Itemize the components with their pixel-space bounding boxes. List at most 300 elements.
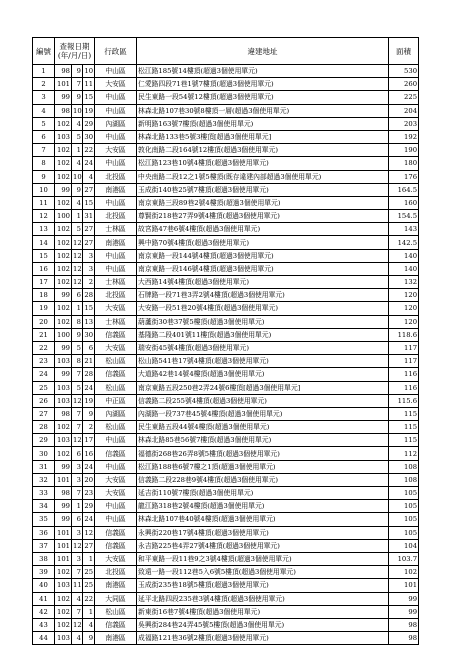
table-row (33, 579, 419, 592)
row-number-cell: 40 (33, 579, 55, 592)
district-cell: 大安區 (95, 487, 137, 500)
district-cell: 信義區 (95, 447, 137, 460)
report-day-cell: 19 (83, 104, 95, 117)
district-cell: 大同區 (95, 592, 137, 605)
address-cell: 中央南路二段12之1號5樓頂(既存違建內部超過3個使用單元) (137, 170, 389, 183)
table-row (33, 104, 419, 117)
row-number-cell: 6 (33, 130, 55, 143)
address-cell: 林森北路85巷56號7樓頂(超過3個使用單元) (137, 434, 389, 447)
row-number-cell: 13 (33, 223, 55, 236)
row-number-cell: 41 (33, 592, 55, 605)
report-day-cell: 30 (83, 328, 95, 341)
district-cell: 北投區 (95, 210, 137, 223)
area-cell: 142.5 (389, 236, 419, 249)
area-cell: 102 (389, 566, 419, 579)
address-cell: 民生東路五段44號4樓頂(超過3個使用單元) (137, 421, 389, 434)
table-row (33, 249, 419, 262)
table-row (33, 500, 419, 513)
report-day-cell: 17 (83, 434, 95, 447)
row-number-cell: 43 (33, 618, 55, 631)
report-year-cell: 99 (55, 368, 72, 381)
address-cell: 新東街16巷7號4樓頂(超過3個使用單元) (137, 605, 389, 618)
area-cell: 118.6 (389, 328, 419, 341)
report-month-cell: 5 (72, 223, 83, 236)
table-header (33, 38, 419, 65)
row-number-cell: 44 (33, 632, 55, 645)
district-cell: 南港區 (95, 236, 137, 249)
table-row (33, 394, 419, 407)
report-year-cell: 98 (55, 407, 72, 420)
row-number-cell: 27 (33, 407, 55, 420)
report-day-cell: 3 (83, 249, 95, 262)
table-row (33, 421, 419, 434)
report-day-cell: 27 (83, 539, 95, 552)
area-cell: 99 (389, 605, 419, 618)
row-number-cell: 21 (33, 328, 55, 341)
report-year-cell: 102 (55, 144, 72, 157)
district-cell: 松山區 (95, 381, 137, 394)
row-number-cell: 10 (33, 183, 55, 196)
report-year-cell: 99 (55, 500, 72, 513)
report-year-cell: 102 (55, 249, 72, 262)
report-month-cell: 8 (72, 315, 83, 328)
table-row (33, 170, 419, 183)
area-cell: 98 (389, 618, 419, 631)
table-row (33, 513, 419, 526)
row-number-cell: 29 (33, 434, 55, 447)
row-number-cell: 4 (33, 104, 55, 117)
header-area: 面積 (389, 38, 419, 65)
district-cell: 中山區 (95, 500, 137, 513)
report-day-cell: 2 (83, 276, 95, 289)
area-cell: 108 (389, 460, 419, 473)
report-month-cell: 12 (72, 618, 83, 631)
area-cell: 140 (389, 262, 419, 275)
report-day-cell: 27 (83, 236, 95, 249)
report-day-cell: 20 (83, 473, 95, 486)
area-cell: 112 (389, 447, 419, 460)
district-cell: 信義區 (95, 368, 137, 381)
address-cell: 南京東路一段146號4樓頂(超過3個使用單元) (137, 262, 389, 275)
report-month-cell: 7 (72, 421, 83, 434)
table-row (33, 315, 419, 328)
report-day-cell: 27 (83, 223, 95, 236)
area-cell: 140 (389, 249, 419, 262)
report-month-cell: 4 (72, 632, 83, 645)
row-number-cell: 28 (33, 421, 55, 434)
address-cell: 大道路42巷14號4樓頂(超過3個使用單元) (137, 368, 389, 381)
report-day-cell: 1 (83, 552, 95, 565)
report-year-cell: 98 (55, 487, 72, 500)
report-year-cell: 102 (55, 223, 72, 236)
table-row (33, 473, 419, 486)
address-cell: 永吉路225巷4弄27號4樓頂(超過3個使用單元) (137, 539, 389, 552)
table-row (33, 539, 419, 552)
address-cell: 林森北路107巷30號8樓頂一層(超過3個使用單元) (137, 104, 389, 117)
area-cell: 104 (389, 539, 419, 552)
district-cell: 中山區 (95, 196, 137, 209)
district-cell: 大安區 (95, 78, 137, 91)
report-month-cell: 7 (72, 368, 83, 381)
district-cell: 大安區 (95, 552, 137, 565)
area-cell: 98 (389, 632, 419, 645)
table-row (33, 183, 419, 196)
row-number-cell: 26 (33, 394, 55, 407)
address-cell: 故宮路47巷6號4樓頂(超過3個使用單元) (137, 223, 389, 236)
address-cell: 南京東路五段250巷2弄24號6樓頂[超過3個使用單元] (137, 381, 389, 394)
district-cell: 士林區 (95, 223, 137, 236)
table-row (33, 381, 419, 394)
report-year-cell: 103 (55, 434, 72, 447)
row-number-cell: 7 (33, 144, 55, 157)
address-cell: 松江路123巷10號4樓頂(超過3個使用單元) (137, 157, 389, 170)
table-row (33, 407, 419, 420)
table-row (33, 302, 419, 315)
area-cell: 105 (389, 500, 419, 513)
table-row (33, 632, 419, 645)
header-address: 違建地址 (137, 38, 389, 65)
report-day-cell: 25 (83, 579, 95, 592)
report-day-cell: 23 (83, 487, 95, 500)
area-cell: 176 (389, 170, 419, 183)
report-day-cell: 29 (83, 117, 95, 130)
report-month-cell: 7 (72, 566, 83, 579)
report-year-cell: 103 (55, 394, 72, 407)
row-number-cell: 8 (33, 157, 55, 170)
report-day-cell: 2 (83, 421, 95, 434)
address-cell: 民生東路一段54號12樓頂(超過3個使用單元) (137, 91, 389, 104)
report-day-cell: 31 (83, 210, 95, 223)
address-cell: 仁愛路四段71巷1號7樓頂(超過3個使用單元) (137, 78, 389, 91)
district-cell: 中正區 (95, 394, 137, 407)
district-cell: 中山區 (95, 91, 137, 104)
address-cell: 永興街220巷17號4樓頂(超過3個使用單元) (137, 526, 389, 539)
report-day-cell: 22 (83, 144, 95, 157)
district-cell: 中山區 (95, 130, 137, 143)
district-cell: 內湖區 (95, 407, 137, 420)
district-cell: 北投區 (95, 566, 137, 579)
report-month-cell: 3 (72, 460, 83, 473)
report-day-cell: 13 (83, 315, 95, 328)
row-number-cell: 17 (33, 276, 55, 289)
report-day-cell: 11 (83, 78, 95, 91)
report-month-cell: 3 (72, 473, 83, 486)
district-cell: 松山區 (95, 605, 137, 618)
district-cell: 信義區 (95, 539, 137, 552)
area-cell: 101 (389, 579, 419, 592)
report-year-cell: 99 (55, 341, 72, 354)
area-cell: 203 (389, 117, 419, 130)
table-row (33, 144, 419, 157)
address-cell: 內湖路一段737巷45號4樓頂(超過3個使用單元) (137, 407, 389, 420)
address-cell: 玉成街235巷18號5樓頂(超過3個使用單元) (137, 579, 389, 592)
report-month-cell: 12 (72, 236, 83, 249)
report-day-cell: 24 (83, 157, 95, 170)
report-month-cell: 9 (72, 65, 83, 78)
report-year-cell: 102 (55, 196, 72, 209)
district-cell: 中山區 (95, 157, 137, 170)
address-cell: 松江路188巷6號7樓之1頂(超過3個使用單元) (137, 460, 389, 473)
report-day-cell: 6 (83, 341, 95, 354)
report-year-cell: 101 (55, 552, 72, 565)
area-cell: 115 (389, 434, 419, 447)
area-cell: 204 (389, 104, 419, 117)
address-cell: 瑞安街45號4樓頂(超過3個使用單元) (137, 341, 389, 354)
area-cell: 117 (389, 341, 419, 354)
report-year-cell: 102 (55, 236, 72, 249)
report-month-cell: 4 (72, 117, 83, 130)
report-day-cell: 4 (83, 170, 95, 183)
area-cell: 190 (389, 144, 419, 157)
table-row (33, 262, 419, 275)
area-cell: 115 (389, 407, 419, 420)
district-cell: 信義區 (95, 328, 137, 341)
report-month-cell: 1 (72, 302, 83, 315)
report-day-cell: 22 (83, 592, 95, 605)
report-day-cell: 9 (83, 407, 95, 420)
report-year-cell: 103 (55, 579, 72, 592)
report-month-cell: 10 (72, 170, 83, 183)
district-cell: 中山區 (95, 460, 137, 473)
district-cell: 大安區 (95, 302, 137, 315)
address-cell: 吳興街284巷24弄45號5樓頂(超過3個使用單元) (137, 618, 389, 631)
district-cell: 中山區 (95, 513, 137, 526)
report-year-cell: 98 (55, 65, 72, 78)
area-cell: 105 (389, 513, 419, 526)
row-number-cell: 34 (33, 500, 55, 513)
address-cell: 葫蘆街30巷37號5樓頂(超過3個使用單元) (137, 315, 389, 328)
area-cell: 530 (389, 65, 419, 78)
table-row (33, 447, 419, 460)
district-cell: 大安區 (95, 473, 137, 486)
report-day-cell: 30 (83, 130, 95, 143)
table-row (33, 592, 419, 605)
area-cell: 103.7 (389, 552, 419, 565)
report-year-cell: 99 (55, 513, 72, 526)
area-cell: 117 (389, 355, 419, 368)
area-cell: 120 (389, 289, 419, 302)
address-cell: 信義路二段255號4樓頂(超過3個使用單元) (137, 394, 389, 407)
district-cell: 士林區 (95, 276, 137, 289)
row-number-cell: 38 (33, 552, 55, 565)
report-day-cell: 15 (83, 91, 95, 104)
report-year-cell: 102 (55, 315, 72, 328)
district-cell: 信義區 (95, 618, 137, 631)
table-row (33, 157, 419, 170)
table-row (33, 341, 419, 354)
report-year-cell: 99 (55, 183, 72, 196)
report-month-cell: 5 (72, 130, 83, 143)
report-month-cell: 6 (72, 289, 83, 302)
table-row (33, 526, 419, 539)
report-day-cell: 24 (83, 381, 95, 394)
area-cell: 99 (389, 592, 419, 605)
row-number-cell: 33 (33, 487, 55, 500)
table-row (33, 434, 419, 447)
table-row (33, 91, 419, 104)
district-cell: 松山區 (95, 421, 137, 434)
address-cell: 福德街268巷26弄8號5樓頂(超過3個使用單元) (137, 447, 389, 460)
report-day-cell: 29 (83, 500, 95, 513)
area-cell: 180 (389, 157, 419, 170)
row-number-cell: 18 (33, 289, 55, 302)
district-cell: 士林區 (95, 315, 137, 328)
address-cell: 玉成街140巷25號7樓頂(超過3個使用單元) (137, 183, 389, 196)
district-cell: 中山區 (95, 434, 137, 447)
report-year-cell: 102 (55, 421, 72, 434)
table-row (33, 276, 419, 289)
row-number-cell: 14 (33, 236, 55, 249)
table-row (33, 236, 419, 249)
report-day-cell: 9 (83, 632, 95, 645)
report-day-cell: 15 (83, 196, 95, 209)
area-cell: 120 (389, 302, 419, 315)
area-cell: 116 (389, 381, 419, 394)
table-row (33, 328, 419, 341)
table-row (33, 210, 419, 223)
report-month-cell: 12 (72, 434, 83, 447)
table-row (33, 117, 419, 130)
address-cell: 新明路163號7樓頂(超過3個使用單元) (137, 117, 389, 130)
district-cell: 內湖區 (95, 117, 137, 130)
area-cell: 225 (389, 91, 419, 104)
district-cell: 信義區 (95, 526, 137, 539)
address-cell: 南京東路一段144號4樓頂(超過3個使用單元) (137, 249, 389, 262)
report-month-cell: 10 (72, 104, 83, 117)
district-cell: 松山區 (95, 355, 137, 368)
report-day-cell: 3 (83, 262, 95, 275)
table-body (33, 65, 419, 645)
report-year-cell: 102 (55, 170, 72, 183)
report-year-cell: 102 (55, 117, 72, 130)
row-number-cell: 20 (33, 315, 55, 328)
row-number-cell: 11 (33, 196, 55, 209)
report-year-cell: 103 (55, 381, 72, 394)
report-month-cell: 7 (72, 605, 83, 618)
area-cell: 260 (389, 78, 419, 91)
row-number-cell: 9 (33, 170, 55, 183)
row-number-cell: 22 (33, 341, 55, 354)
report-month-cell: 1 (72, 210, 83, 223)
area-cell: 105 (389, 487, 419, 500)
report-year-cell: 100 (55, 328, 72, 341)
table-row (33, 487, 419, 500)
report-day-cell: 27 (83, 183, 95, 196)
table-row (33, 78, 419, 91)
table-row (33, 460, 419, 473)
table-row (33, 605, 419, 618)
report-year-cell: 101 (55, 78, 72, 91)
address-cell: 興中路70號4樓頂(超過3個使用單元) (137, 236, 389, 249)
address-cell: 大安路一段51巷20號4樓頂(超過3個使用單元) (137, 302, 389, 315)
area-cell: 154.5 (389, 210, 419, 223)
table-row (33, 223, 419, 236)
row-number-cell: 1 (33, 65, 55, 78)
district-cell: 中山區 (95, 262, 137, 275)
report-year-cell: 102 (55, 618, 72, 631)
row-number-cell: 42 (33, 605, 55, 618)
row-number-cell: 24 (33, 368, 55, 381)
report-month-cell: 12 (72, 276, 83, 289)
area-cell: 116 (389, 368, 419, 381)
district-cell: 大安區 (95, 341, 137, 354)
area-cell: 192 (389, 130, 419, 143)
report-year-cell: 99 (55, 289, 72, 302)
report-day-cell: 19 (83, 394, 95, 407)
district-cell: 南港區 (95, 632, 137, 645)
table-row (33, 368, 419, 381)
report-day-cell: 28 (83, 289, 95, 302)
report-year-cell: 101 (55, 473, 72, 486)
district-cell: 中山區 (95, 249, 137, 262)
table-row (33, 130, 419, 143)
report-month-cell: 7 (72, 78, 83, 91)
row-number-cell: 12 (33, 210, 55, 223)
row-number-cell: 16 (33, 262, 55, 275)
area-cell: 115.6 (389, 394, 419, 407)
report-year-cell: 101 (55, 526, 72, 539)
area-cell: 160 (389, 196, 419, 209)
address-cell: 南京東路三段89巷2號4樓頂(超過3個使用單元) (137, 196, 389, 209)
report-month-cell: 6 (72, 513, 83, 526)
report-year-cell: 99 (55, 91, 72, 104)
report-day-cell: 4 (83, 618, 95, 631)
address-cell: 信義路二段228巷9號4樓頂(超過3個使用單元) (137, 473, 389, 486)
address-cell: 延吉街110號7樓頂(超過3個使用單元) (137, 487, 389, 500)
table-row (33, 552, 419, 565)
district-cell: 南港區 (95, 183, 137, 196)
report-year-cell: 98 (55, 104, 72, 117)
report-month-cell: 4 (72, 592, 83, 605)
table-row (33, 355, 419, 368)
row-number-cell: 39 (33, 566, 55, 579)
report-year-cell: 101 (55, 539, 72, 552)
report-day-cell: 10 (83, 65, 95, 78)
table-row (33, 618, 419, 631)
header-date: 查報日期 (年/月/日) (55, 38, 95, 65)
report-day-cell: 24 (83, 460, 95, 473)
report-month-cell: 7 (72, 407, 83, 420)
address-cell: 成福路121巷36號2樓頂(超過3個使用單元) (137, 632, 389, 645)
report-month-cell: 12 (72, 394, 83, 407)
row-number-cell: 3 (33, 91, 55, 104)
address-cell: 和平東路一段11巷9之3號4樓頂(超過3個使用單元) (137, 552, 389, 565)
row-number-cell: 15 (33, 249, 55, 262)
report-month-cell: 1 (72, 500, 83, 513)
violation-table (32, 37, 419, 645)
report-month-cell: 6 (72, 447, 83, 460)
report-year-cell: 103 (55, 632, 72, 645)
address-cell: 松江路185號14樓頂(超過3個使用單元) (137, 65, 389, 78)
report-day-cell: 12 (83, 526, 95, 539)
report-year-cell: 103 (55, 130, 72, 143)
header-district: 行政區 (95, 38, 137, 65)
report-day-cell: 25 (83, 566, 95, 579)
report-year-cell: 102 (55, 276, 72, 289)
report-year-cell: 100 (55, 210, 72, 223)
row-number-cell: 23 (33, 355, 55, 368)
address-cell: 尊賢街218巷27弄9號4樓頂(超過3個使用單元) (137, 210, 389, 223)
table-row (33, 196, 419, 209)
address-cell: 龍江路318巷2號4樓頂(超過3個使用單元) (137, 500, 389, 513)
row-number-cell: 30 (33, 447, 55, 460)
table-row (33, 65, 419, 78)
header-no: 編號 (33, 38, 55, 65)
report-year-cell: 102 (55, 566, 72, 579)
report-month-cell: 8 (72, 355, 83, 368)
report-year-cell: 102 (55, 302, 72, 315)
report-month-cell: 12 (72, 249, 83, 262)
